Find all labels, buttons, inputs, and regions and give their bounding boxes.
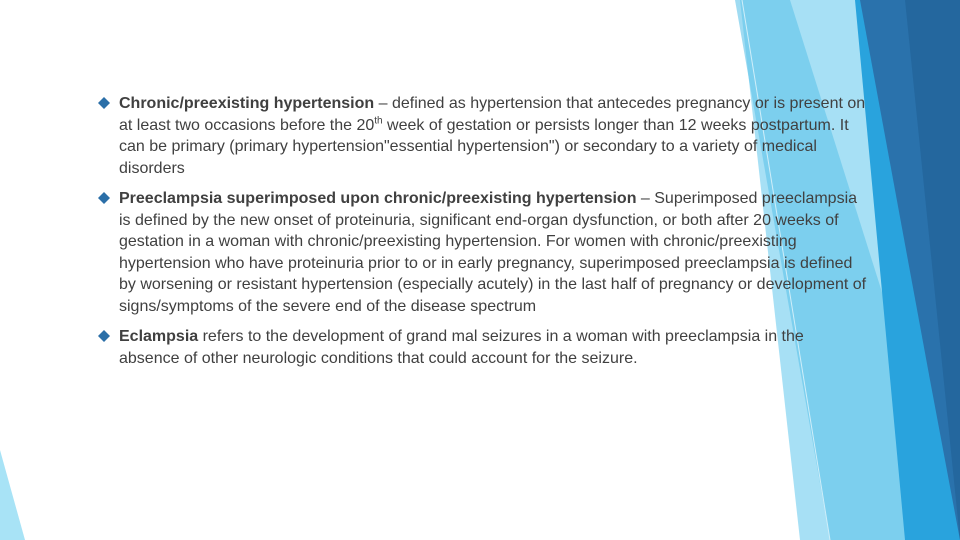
bullet-text-continued: week of gestation or persists longer than 12 weeks postpartum. It can be primary (primary hypertension"essential hypertension") or secondary to a variety of medical disorders bbox=[119, 116, 849, 177]
bullet-text: – defined as hypertension that antecedes pregnancy or is present on at least two occasions before the 20 bbox=[119, 95, 866, 134]
superscript-ordinal: th bbox=[374, 115, 383, 127]
left-edge-facet bbox=[0, 450, 25, 540]
diamond-bullet-icon bbox=[98, 97, 110, 109]
diamond-bullet-icon bbox=[98, 330, 110, 342]
bullet-text: refers to the development of grand mal seizures in a woman with preeclampsia in the absence of other neurologic conditions that could account for the seizure. bbox=[119, 328, 804, 367]
bullet-text: – Superimposed preeclampsia is defined by the new onset of proteinuria, significant end-organ dysfunction, or both after 20 weeks of gestation in a woman with chronic/preexisting hypertension. For women with chronic/preexisting hypertension who have proteinuria prior to or in early pregnancy, superimposed preeclampsia is defined by worsening or resistant hypertension (especially acutely) in the last half of pregnancy or development of signs/symptoms of the severe end of the disease spectrum bbox=[119, 190, 867, 315]
bullet-item-chronic-hypertension bbox=[98, 93, 868, 179]
bullet-term: Eclampsia bbox=[119, 328, 199, 345]
bullet-term: Chronic/preexisting hypertension bbox=[119, 95, 375, 112]
diamond-bullet-icon bbox=[98, 192, 110, 204]
bullet-item-superimposed-preeclampsia bbox=[98, 188, 868, 317]
bullet-list bbox=[98, 93, 868, 378]
bullet-item-eclampsia bbox=[98, 326, 868, 369]
bullet-term: Preeclampsia superimposed upon chronic/preexisting hypertension bbox=[119, 190, 637, 207]
